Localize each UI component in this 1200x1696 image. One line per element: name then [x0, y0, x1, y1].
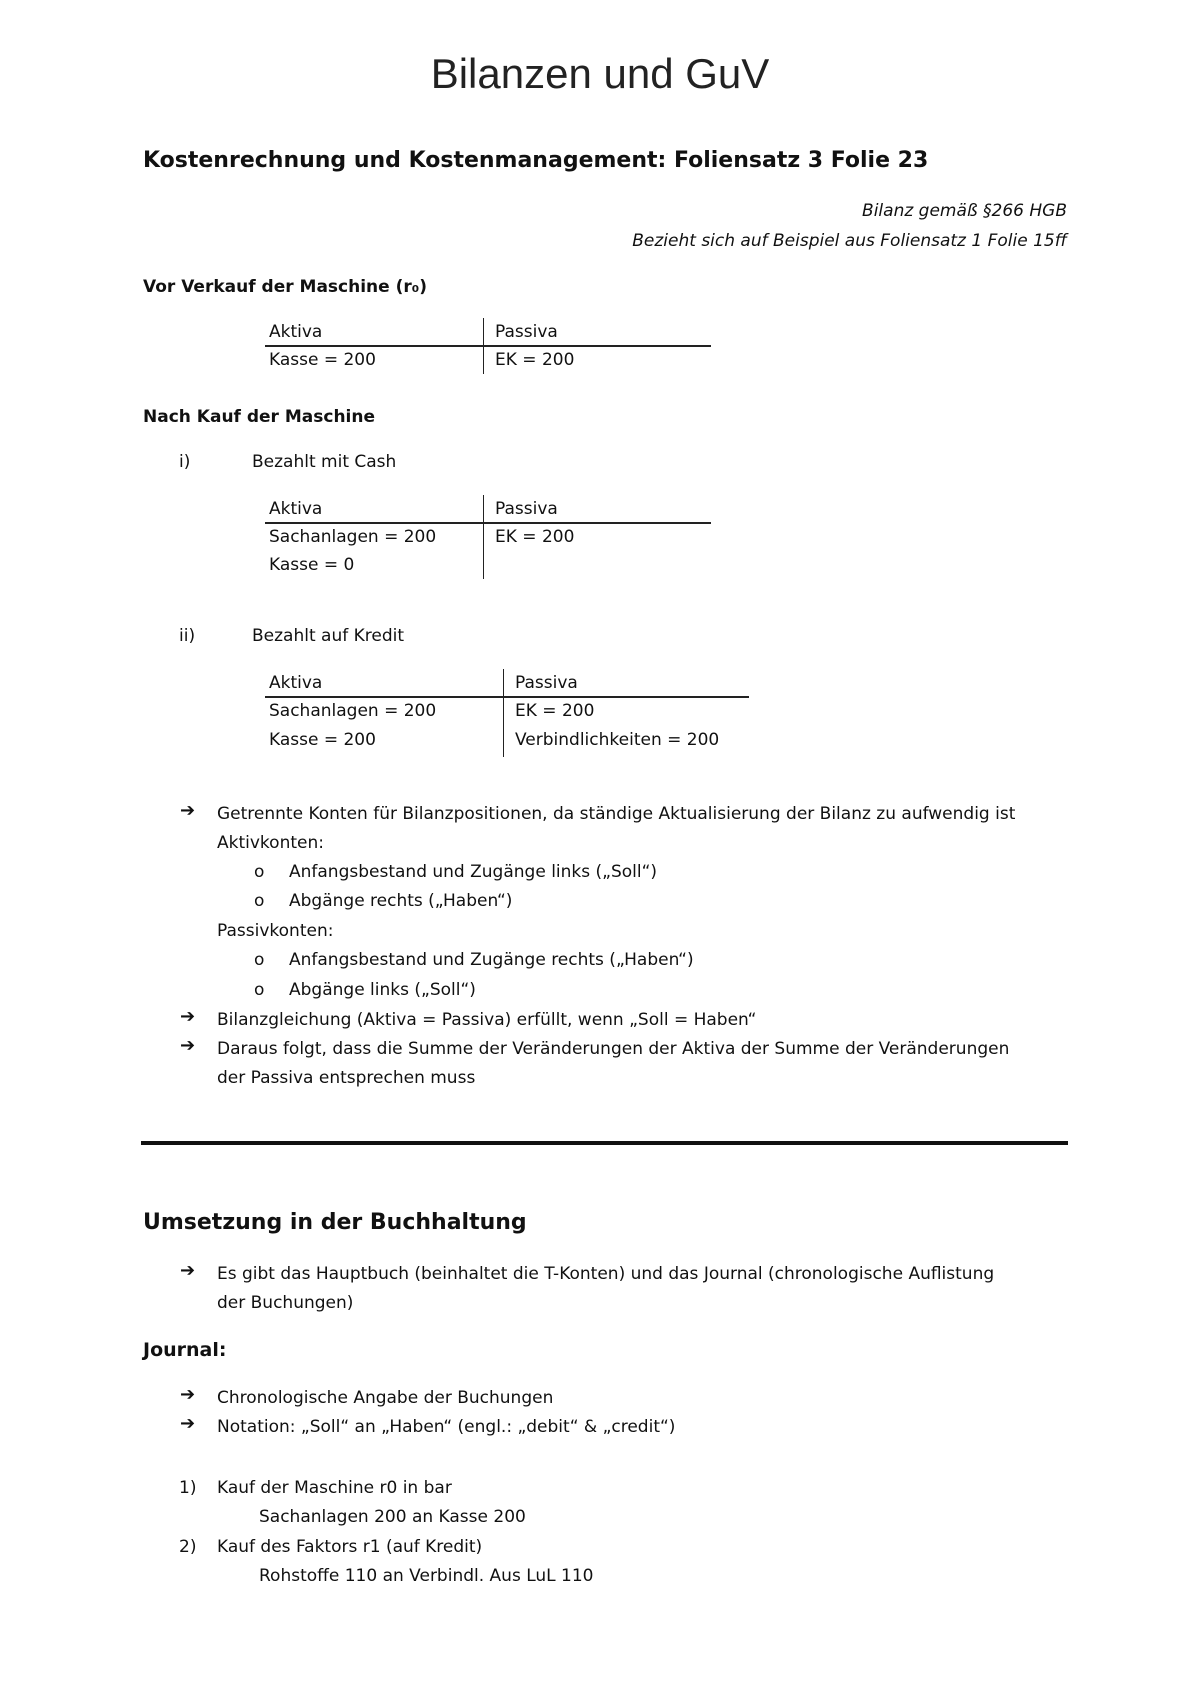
- bullet-icon: o: [254, 891, 265, 911]
- note-hauptbuch-cont: der Buchungen): [217, 1293, 354, 1313]
- section-heading-umsetzung: Umsetzung in der Buchhaltung: [143, 1210, 527, 1235]
- t2-passiva-row: EK = 200: [495, 527, 575, 547]
- aktiv-bullet-1: Anfangsbestand und Zugänge links („Soll“): [289, 862, 658, 882]
- arrow-icon: ➔: [180, 1384, 196, 1405]
- journal-entry-number: 2): [179, 1537, 197, 1557]
- note-bilanzgleichung: Bilanzgleichung (Aktiva = Passiva) erfüllt, wenn „Soll = Haben“: [217, 1010, 757, 1030]
- t3-vertical-line: [503, 669, 504, 757]
- label-aktivkonten: Aktivkonten:: [217, 833, 324, 853]
- passiv-bullet-1: Anfangsbestand und Zugänge rechts („Haben“): [289, 950, 694, 970]
- journal-entry-number: 1): [179, 1478, 197, 1498]
- document-title: Bilanzen und GuV: [430, 50, 770, 97]
- t2-aktiva-row: Kasse = 0: [269, 555, 355, 575]
- case-i-number: i): [179, 452, 191, 472]
- t3-aktiva-header: Aktiva: [269, 673, 323, 693]
- t2-vertical-line: [483, 495, 484, 579]
- journal-entry-booking: Sachanlagen 200 an Kasse 200: [259, 1507, 526, 1527]
- arrow-icon: ➔: [180, 1413, 196, 1434]
- t1-vertical-line: [483, 318, 484, 374]
- note-daraus-folgt-cont: der Passiva entsprechen muss: [217, 1068, 476, 1088]
- note-hauptbuch: Es gibt das Hauptbuch (beinhaltet die T-Konten) und das Journal (chronologische Auflistung: [217, 1264, 995, 1284]
- t3-passiva-row: EK = 200: [515, 701, 595, 721]
- note-bezieht-sich: Bezieht sich auf Beispiel aus Foliensatz 1 Folie 15ff: [632, 231, 1067, 251]
- label-nach-kauf: Nach Kauf der Maschine: [143, 407, 376, 427]
- t3-aktiva-row: Kasse = 200: [269, 730, 376, 750]
- aktiv-bullet-2: Abgänge rechts („Haben“): [289, 891, 513, 911]
- t1-passiva-header: Passiva: [495, 322, 558, 342]
- case-ii-label: Bezahlt auf Kredit: [252, 626, 405, 646]
- journal-heading: Journal:: [143, 1339, 227, 1361]
- journal-bullet-2: Notation: „Soll“ an „Haben“ (engl.: „debit“ & „credit“): [217, 1417, 676, 1437]
- label-vor-verkauf: Vor Verkauf der Maschine (r₀): [143, 277, 427, 297]
- t1-passiva-row: EK = 200: [495, 350, 575, 370]
- t2-aktiva-header: Aktiva: [269, 499, 323, 519]
- t3-passiva-header: Passiva: [515, 673, 578, 693]
- bullet-icon: o: [254, 980, 265, 1000]
- journal-entry-label: Kauf des Faktors r1 (auf Kredit): [217, 1537, 483, 1557]
- case-i-label: Bezahlt mit Cash: [252, 452, 397, 472]
- t3-passiva-row: Verbindlichkeiten = 200: [515, 730, 720, 750]
- t1-aktiva-header: Aktiva: [269, 322, 323, 342]
- arrow-icon: ➔: [180, 1035, 196, 1056]
- arrow-icon: ➔: [180, 1260, 196, 1281]
- bullet-icon: o: [254, 862, 265, 882]
- section-divider: [141, 1141, 1068, 1145]
- journal-entry-booking: Rohstoffe 110 an Verbindl. Aus LuL 110: [259, 1566, 594, 1586]
- note-bilanz-hgb: Bilanz gemäß §266 HGB: [862, 201, 1067, 221]
- section-heading-kostenrechnung: Kostenrechnung und Kostenmanagement: Foliensatz 3 Folie 23: [143, 148, 929, 173]
- t2-passiva-header: Passiva: [495, 499, 558, 519]
- note-getrennte-konten: Getrennte Konten für Bilanzpositionen, da ständige Aktualisierung der Bilanz zu aufwendig ist: [217, 804, 1016, 824]
- note-daraus-folgt: Daraus folgt, dass die Summe der Veränderungen der Aktiva der Summe der Veränderungen: [217, 1039, 1010, 1059]
- journal-entry-label: Kauf der Maschine r0 in bar: [217, 1478, 452, 1498]
- t1-aktiva-row: Kasse = 200: [269, 350, 376, 370]
- arrow-icon: ➔: [180, 1006, 196, 1027]
- t2-aktiva-row: Sachanlagen = 200: [269, 527, 437, 547]
- journal-bullet-1: Chronologische Angabe der Buchungen: [217, 1388, 554, 1408]
- t3-aktiva-row: Sachanlagen = 200: [269, 701, 437, 721]
- arrow-icon: ➔: [180, 800, 196, 821]
- label-passivkonten: Passivkonten:: [217, 921, 334, 941]
- bullet-icon: o: [254, 950, 265, 970]
- passiv-bullet-2: Abgänge links („Soll“): [289, 980, 476, 1000]
- case-ii-number: ii): [179, 626, 196, 646]
